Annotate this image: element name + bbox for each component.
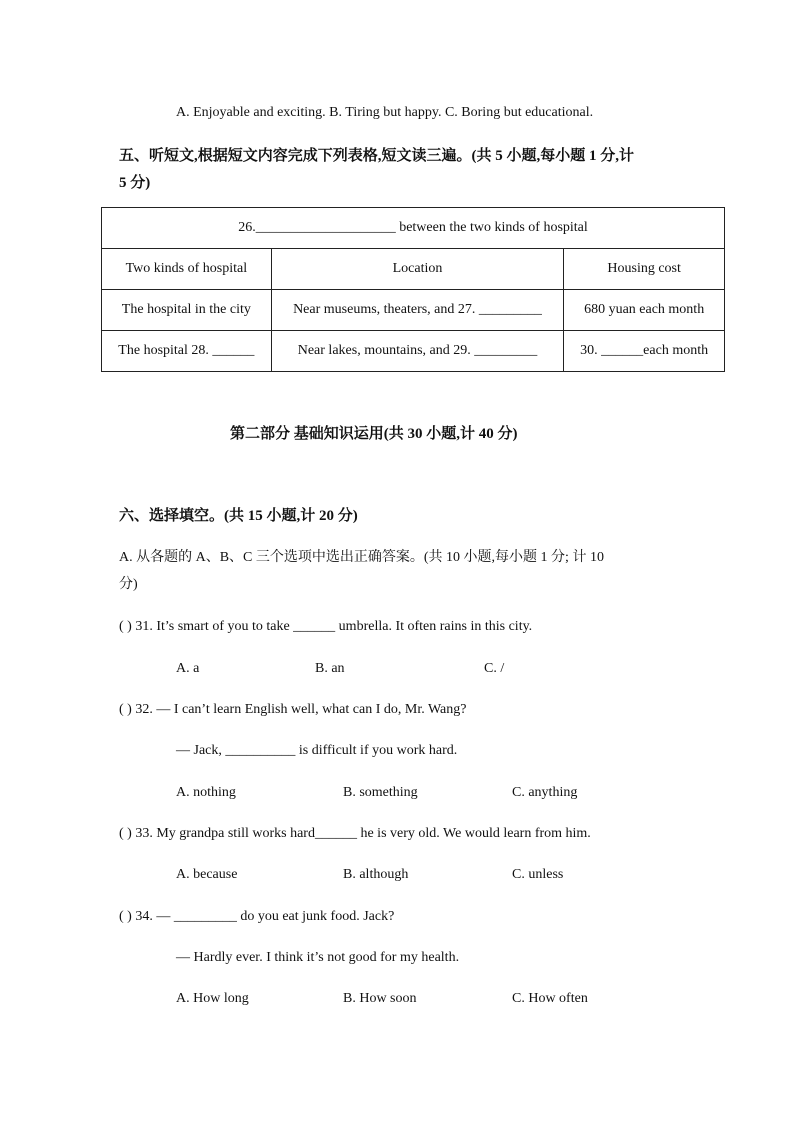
table-col-head-kinds: Two kinds of hospital — [102, 249, 272, 290]
table-col-head-location: Location — [271, 249, 564, 290]
section6-title: 六、选择填空。(共 15 小题,计 20 分) — [119, 508, 358, 524]
table-row — [102, 331, 725, 372]
question-32-stem-reply: — Jack, __________ is difficult if you work hard. — [176, 743, 458, 758]
table-cell: The hospital 28. ______ — [102, 331, 272, 372]
question-32-stem: ( ) 32. — I can’t learn English well, what can I do, Mr. Wang? — [119, 702, 467, 717]
listening-table — [101, 207, 725, 372]
part2-title: 第二部分 基础知识运用(共 30 小题,计 40 分) — [230, 426, 518, 442]
q25-options: A. Enjoyable and exciting. B. Tiring but happy. C. Boring but educational. — [176, 105, 594, 120]
table-cell: Near museums, theaters, and 27. _________ — [271, 290, 564, 331]
table-row — [102, 208, 725, 249]
question-31-stem: ( ) 31. It’s smart of you to take ______ umbrella. It often rains in this city. — [119, 619, 533, 634]
table-row — [102, 249, 725, 290]
question-34-option-c: C. How often — [512, 991, 588, 1006]
question-33-stem: ( ) 33. My grandpa still works hard______ he is very old. We would learn from him. — [119, 826, 591, 841]
table-cell: The hospital in the city — [102, 290, 272, 331]
table-cell: 30. ______each month — [564, 331, 725, 372]
table-col-head-cost: Housing cost — [564, 249, 725, 290]
table-cell: Near lakes, mountains, and 29. _________ — [271, 331, 564, 372]
question-32-option-c: C. anything — [512, 785, 578, 800]
table-cell: 680 yuan each month — [564, 290, 725, 331]
question-31-option-b: B. an — [315, 661, 345, 676]
question-34-option-a: A. How long — [176, 991, 249, 1006]
section5-title-line2: 5 分) — [119, 175, 151, 191]
question-34-stem-reply: — Hardly ever. I think it’s not good for my health. — [176, 950, 460, 965]
question-34-stem: ( ) 34. — _________ do you eat junk food. Jack? — [119, 909, 395, 924]
question-32-option-a: A. nothing — [176, 785, 236, 800]
section6-instruction-line2: 分) — [119, 577, 138, 592]
question-33-option-b: B. although — [343, 867, 409, 882]
section6-instruction-line1: A. 从各题的 A、B、C 三个选项中选出正确答案。(共 10 小题,每小题 1 分; 计 10 — [119, 550, 604, 565]
question-33-option-a: A. because — [176, 867, 238, 882]
table-header-cell: 26.____________________ between the two kinds of hospital — [102, 208, 725, 249]
table-row — [102, 290, 725, 331]
section5-title-line1: 五、听短文,根据短文内容完成下列表格,短文读三遍。(共 5 小题,每小题 1 分,计 — [119, 148, 634, 164]
question-34-option-b: B. How soon — [343, 991, 417, 1006]
question-31-option-c: C. / — [484, 661, 505, 676]
question-32-option-b: B. something — [343, 785, 418, 800]
question-31-option-a: A. a — [176, 661, 200, 676]
question-33-option-c: C. unless — [512, 867, 564, 882]
